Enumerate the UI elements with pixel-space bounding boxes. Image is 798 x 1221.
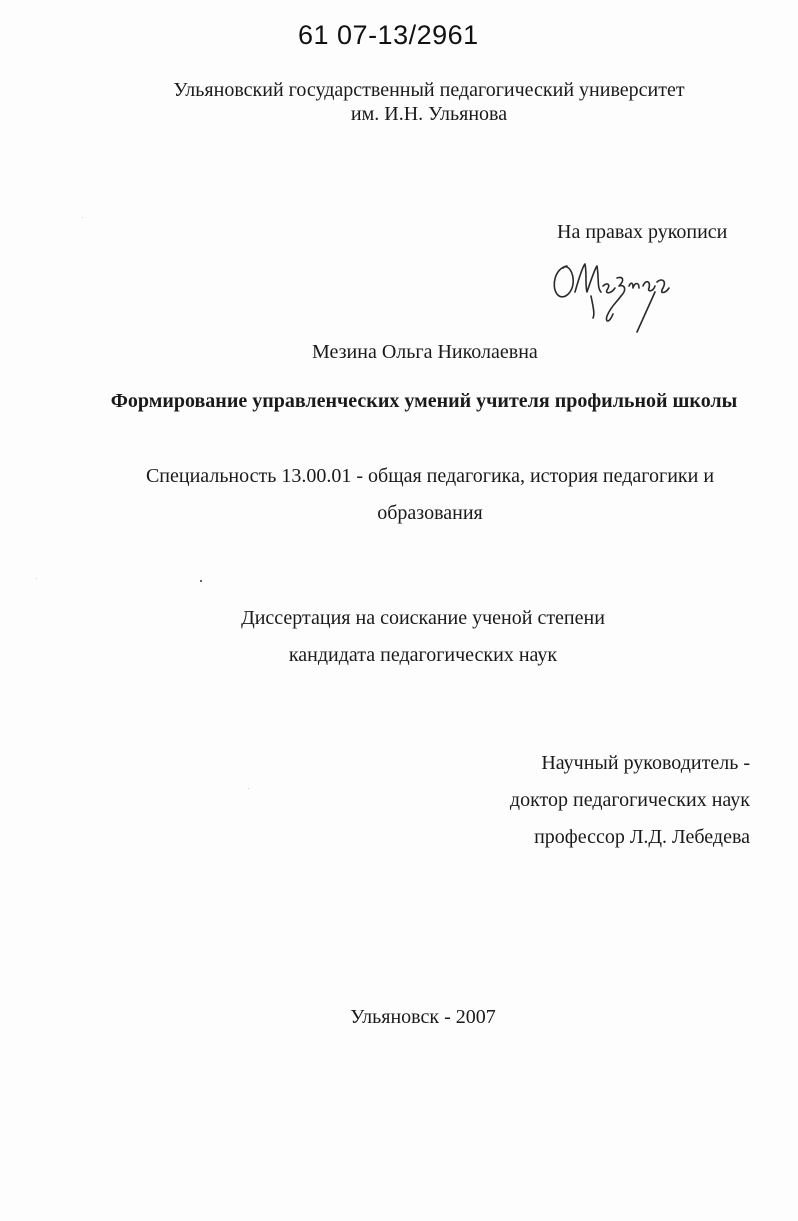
- city-and-year: Ульяновск - 2007: [350, 1006, 496, 1028]
- specialty-line-2: образования: [377, 502, 483, 524]
- supervisor-line-2: доктор педагогических наук: [509, 789, 750, 811]
- author-name: Мезина Ольга Николаевна: [312, 341, 538, 363]
- dissertation-title: Формирование управленческих умений учителя профильной школы: [110, 390, 738, 412]
- degree-statement: [0, 600, 798, 674]
- degree-line-1: Диссертация на соискание ученой степени: [241, 607, 605, 629]
- registration-number: 61 07-13/2961: [298, 20, 479, 50]
- specialty-line-1: Специальность 13.00.01 - общая педагогика, история педагогики и: [145, 465, 715, 487]
- handwritten-signature: [545, 252, 675, 337]
- scan-speck: [200, 580, 202, 582]
- scientific-supervisor: [510, 745, 750, 856]
- supervisor-line-3: профессор Л.Д. Лебедева: [534, 826, 750, 848]
- university-line-1: Ульяновский государственный педагогический университет: [173, 79, 685, 101]
- university-name: [30, 78, 798, 126]
- specialty: [140, 458, 720, 532]
- degree-line-2: кандидата педагогических наук: [288, 644, 558, 666]
- supervisor-line-1: Научный руководитель -: [541, 752, 750, 774]
- scan-artifact: [82, 217, 83, 218]
- manuscript-label: На правах рукописи: [557, 221, 728, 243]
- university-line-2: им. И.Н. Ульянова: [350, 103, 508, 125]
- scan-artifact: [248, 788, 249, 789]
- scan-artifact: [36, 578, 37, 579]
